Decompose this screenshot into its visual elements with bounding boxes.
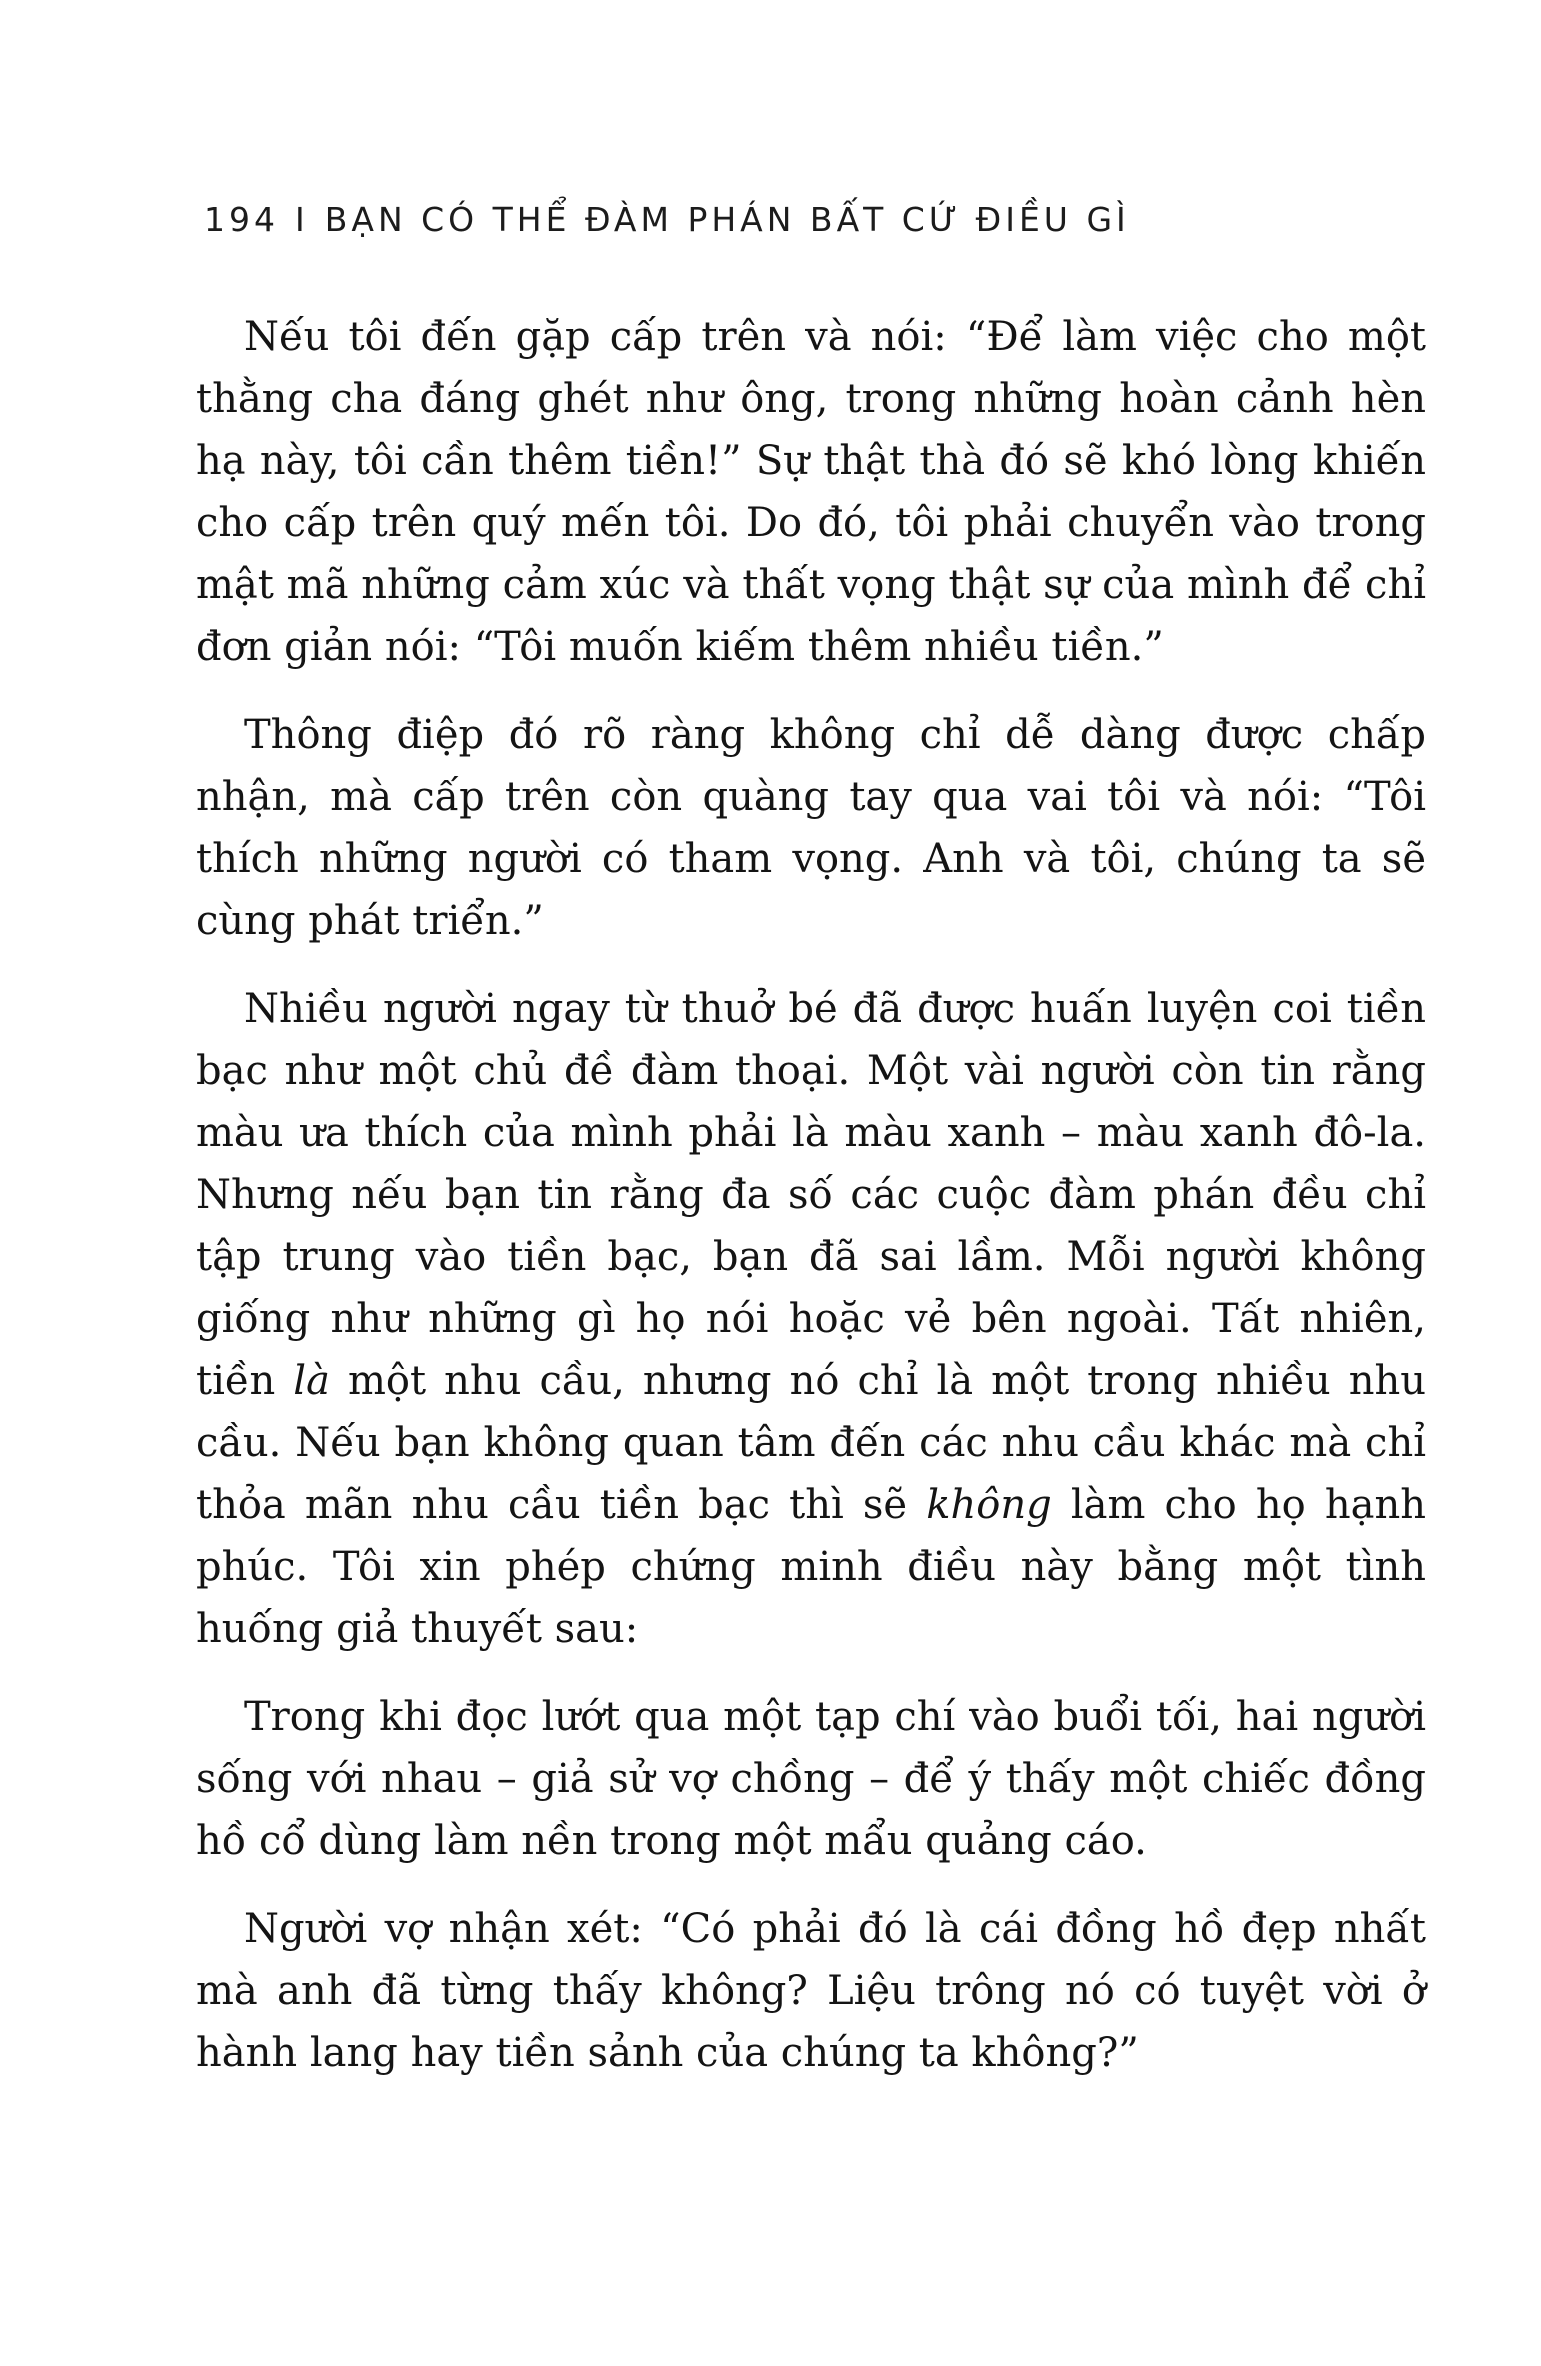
body-text bbox=[196, 306, 1426, 2110]
running-header bbox=[204, 196, 1354, 244]
paragraph-3-italic-2: không bbox=[926, 1482, 1052, 1528]
header-separator: I bbox=[295, 200, 309, 239]
page-number: 194 bbox=[204, 200, 279, 239]
paragraph-1: Nếu tôi đến gặp cấp trên và nói: “Để làm việc cho một thằng cha đáng ghét như ông, trong những hoàn cảnh hèn hạ này, tôi cần thêm tiền!” Sự thật thà đó sẽ khó lòng khiến cho cấp trên quý mến tôi. Do đó, tôi phải chuyển vào trong mật mã những cảm xúc và thất vọng thật sự của mình để chỉ đơn giản nói: “Tôi muốn kiếm thêm nhiều tiền.” bbox=[196, 314, 1426, 670]
paragraph-5: Người vợ nhận xét: “Có phải đó là cái đồng hồ đẹp nhất mà anh đã từng thấy không? Liệu trông nó có tuyệt vời ở hành lang hay tiền sảnh của chúng ta không?” bbox=[196, 1906, 1426, 2076]
paragraph-3-part-2: một nhu cầu, nhưng nó chỉ là một trong nhiều nhu cầu. Nếu bạn không quan tâm đến các nhu cầu khác mà chỉ thỏa mãn nhu cầu tiền bạc thì sẽ bbox=[196, 1358, 1427, 1528]
paragraph-2: Thông điệp đó rõ ràng không chỉ dễ dàng được chấp nhận, mà cấp trên còn quàng tay qua vai tôi và nói: “Tôi thích những người có tham vọng. Anh và tôi, chúng ta sẽ cùng phát triển.” bbox=[196, 712, 1426, 944]
paragraph-4: Trong khi đọc lướt qua một tạp chí vào buổi tối, hai người sống với nhau – giả sử vợ chồng – để ý thấy một chiếc đồng hồ cổ dùng làm nền trong một mẩu quảng cáo. bbox=[196, 1694, 1426, 1864]
paragraph-3 bbox=[196, 978, 1426, 1660]
book-title: BẠN CÓ THỂ ĐÀM PHÁN BẤT CỨ ĐIỀU GÌ bbox=[324, 200, 1130, 239]
paragraph-3-part-3: làm cho họ hạnh phúc. Tôi xin phép chứng minh điều này bằng một tình huống giả thuyết sau: bbox=[196, 1482, 1427, 1652]
paragraph-3-part-1: Nhiều người ngay từ thuở bé đã được huấn luyện coi tiền bạc như một chủ đề đàm thoại. Một vài người còn tin rằng màu ưa thích của mình phải là màu xanh – màu xanh đô-la. Nhưng nếu bạn tin rằng đa số các cuộc đàm phán đều chỉ tập trung vào tiền bạc, bạn đã sai lầm. Mỗi người không giống như những gì họ nói hoặc vẻ bên ngoài. Tất nhiên, tiền bbox=[196, 986, 1426, 1404]
paragraph-3-italic-1: là bbox=[293, 1358, 330, 1404]
